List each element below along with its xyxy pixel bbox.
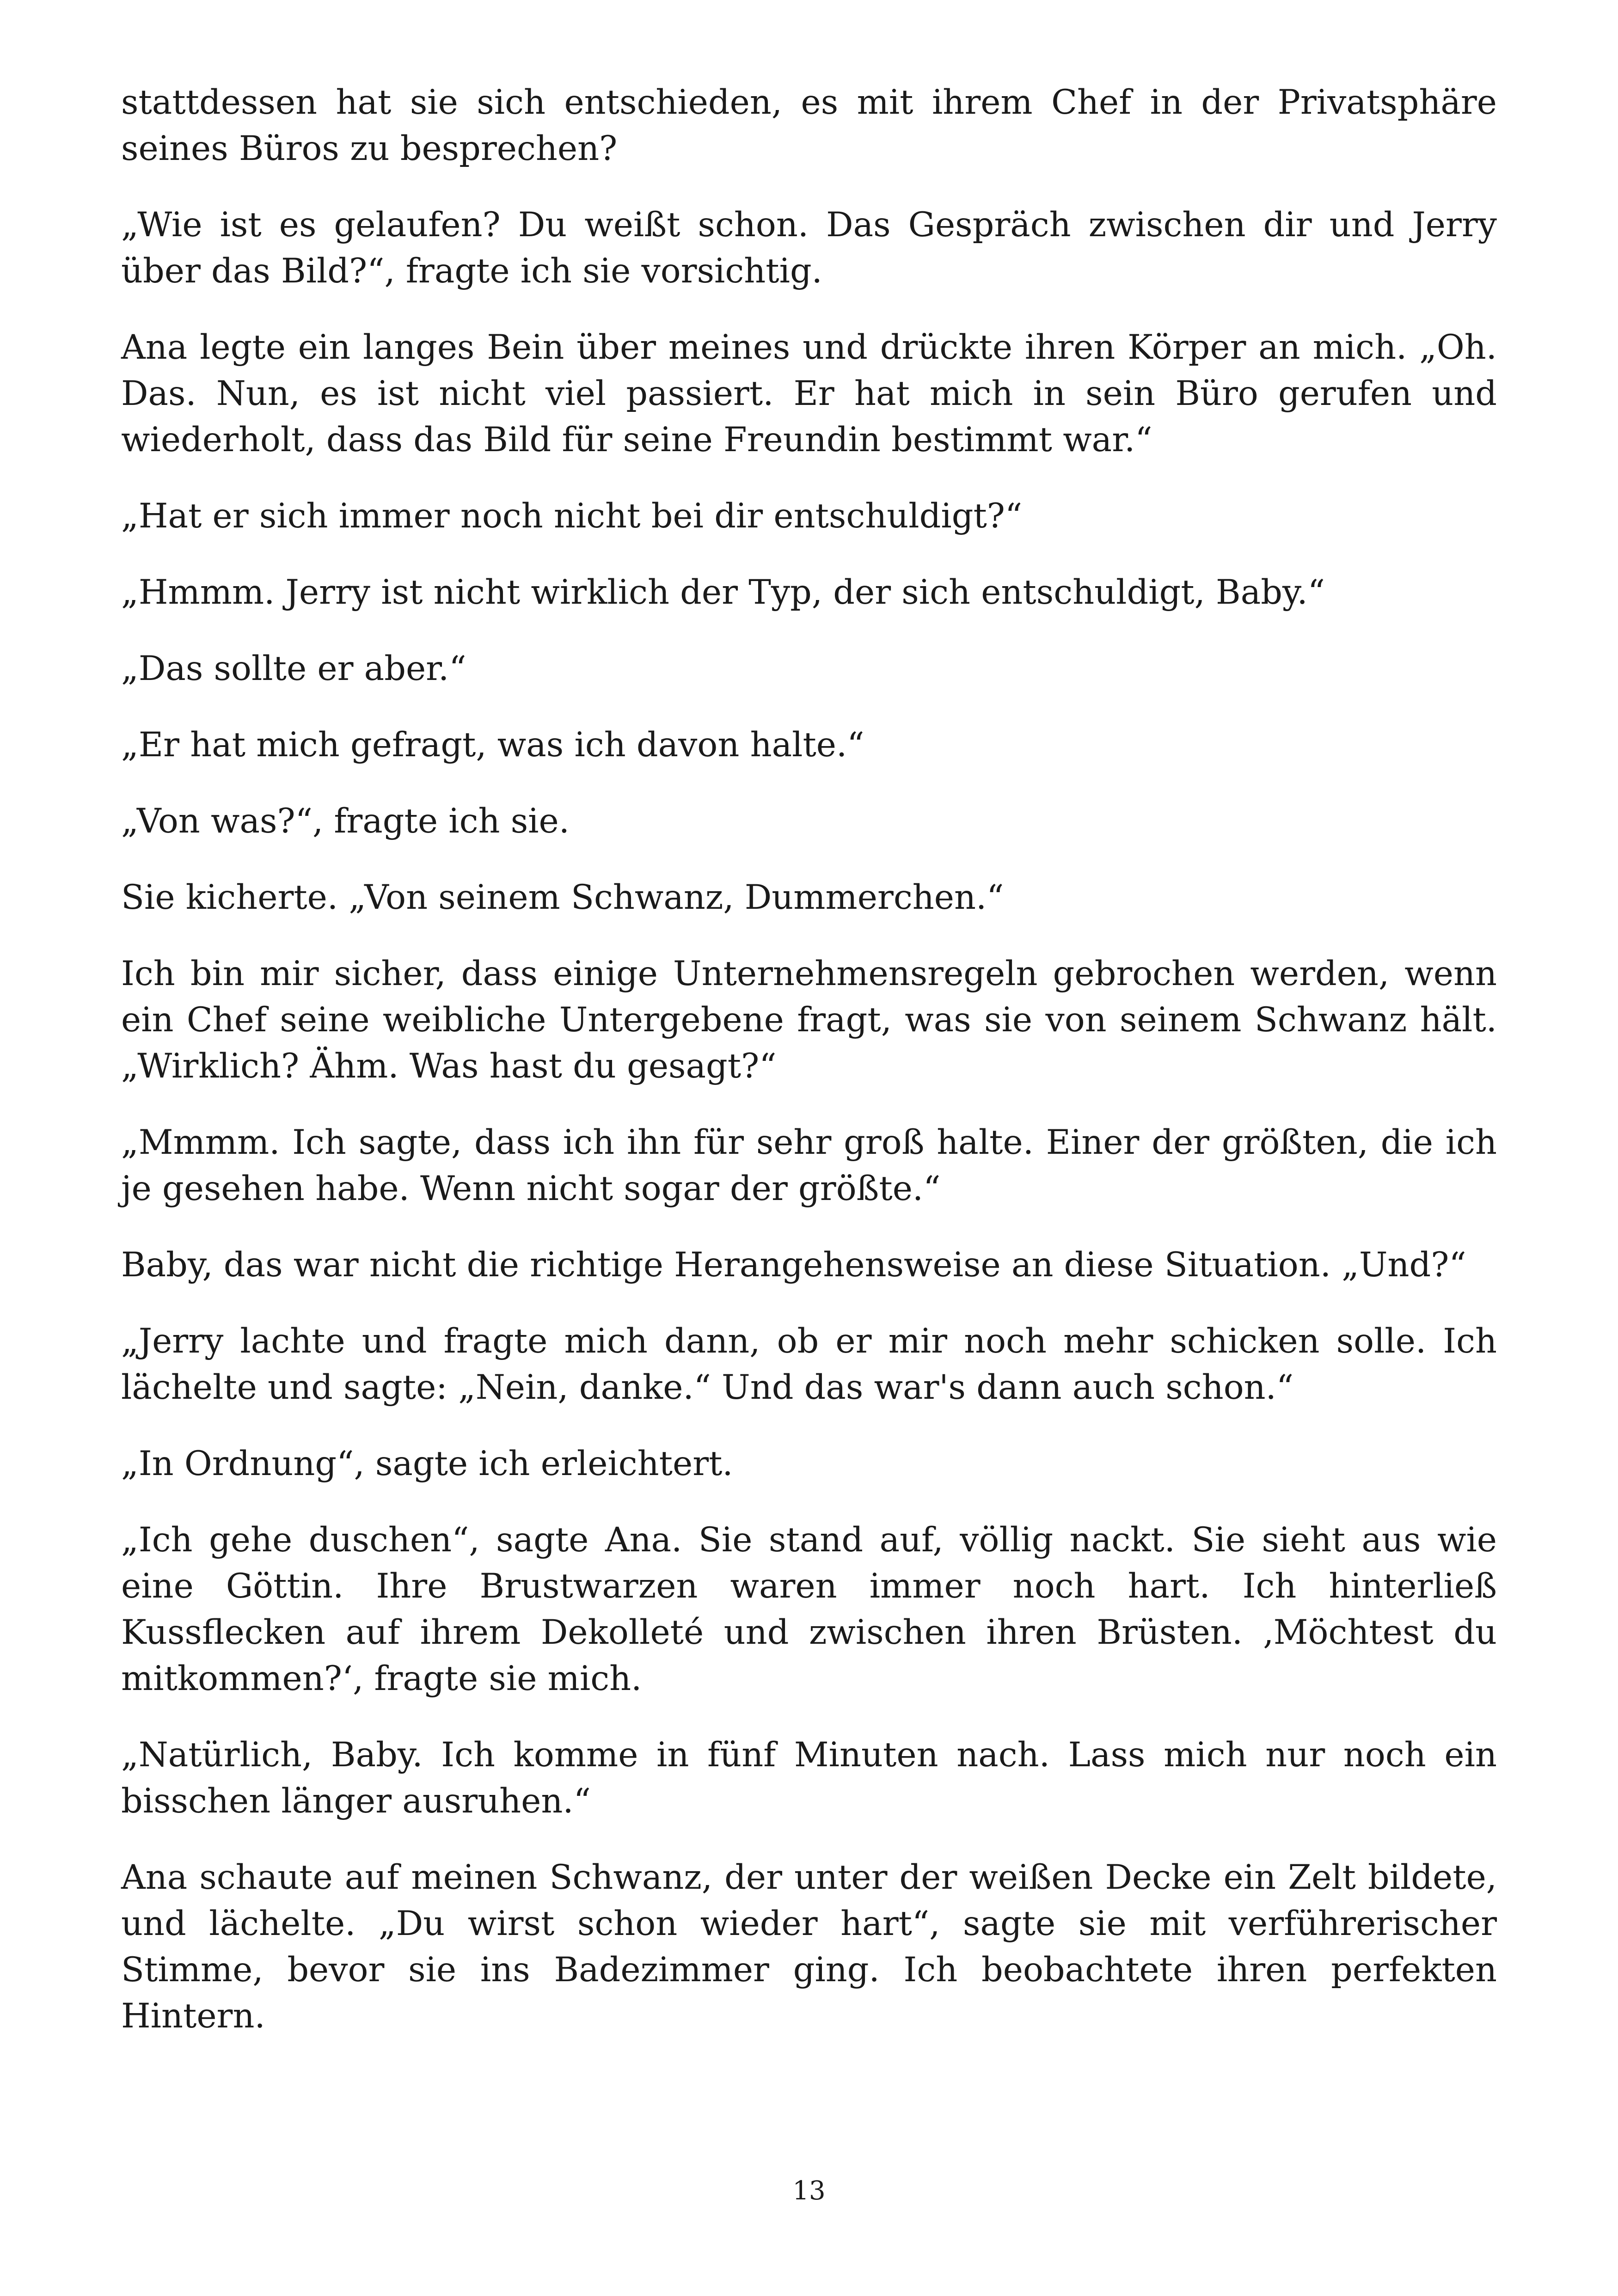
paragraph: „Hmmm. Jerry ist nicht wirklich der Typ, der sich entschuldigt, Baby.“ bbox=[121, 573, 1325, 612]
paragraph: Ana schaute auf meinen Schwanz, der unter der weißen Decke ein Zelt bildete, und lächelte. „Du wirst schon wieder hart“, sagte sie mit verführerischer Stimme, bevor sie ins Badezimmer ging. Ich beobachtete ihren perfekten Hintern. bbox=[121, 1858, 1497, 2036]
paragraph: „In Ordnung“, sagte ich erleichtert. bbox=[121, 1444, 733, 1483]
paragraph: „Von was?“, fragte ich sie. bbox=[121, 802, 570, 841]
paragraph: „Das sollte er aber.“ bbox=[121, 649, 466, 688]
paragraph: „Mmmm. Ich sagte, dass ich ihn für sehr groß halte. Einer der größten, die ich je gesehen habe. Wenn nicht sogar der größte.“ bbox=[121, 1123, 1497, 1208]
paragraph: „Natürlich, Baby. Ich komme in fünf Minuten nach. Lass mich nur noch ein bisschen länger ausruhen.“ bbox=[121, 1735, 1497, 1821]
paragraph: Sie kicherte. „Von seinem Schwanz, Dummerchen.“ bbox=[121, 878, 1004, 917]
body-text bbox=[121, 80, 1497, 2069]
paragraph: „Hat er sich immer noch nicht bei dir entschuldigt?“ bbox=[121, 496, 1023, 536]
paragraph: „Wie ist es gelaufen? Du weißt schon. Das Gespräch zwischen dir und Jerry über das Bild?“, fragte ich sie vorsichtig. bbox=[121, 205, 1497, 291]
paragraph: Baby, das war nicht die richtige Herangehensweise an diese Situation. „Und?“ bbox=[121, 1245, 1466, 1285]
paragraph: „Jerry lachte und fragte mich dann, ob er mir noch mehr schicken solle. Ich lächelte und sagte: „Nein, danke.“ Und das war's dann auch schon.“ bbox=[121, 1322, 1497, 1407]
paragraph: Ich bin mir sicher, dass einige Unternehmensregeln gebrochen werden, wenn ein Chef seine weibliche Untergebene fragt, was sie von seinem Schwanz hält. „Wirklich? Ähm. Was hast du gesagt?“ bbox=[121, 954, 1497, 1086]
paragraph: stattdessen hat sie sich entschieden, es mit ihrem Chef in der Privatsphäre seines Büros zu besprechen? bbox=[121, 83, 1497, 168]
page-number: 13 bbox=[792, 2176, 826, 2206]
paragraph: „Ich gehe duschen“, sagte Ana. Sie stand auf, völlig nackt. Sie sieht aus wie eine Göttin. Ihre Brustwarzen waren immer noch hart. Ich hinterließ Kussflecken auf ihrem Dekolleté und zwischen ihren Brüsten. ‚Möchtest du mitkommen?‘, fragte sie mich. bbox=[121, 1520, 1497, 1698]
paragraph: Ana legte ein langes Bein über meines und drückte ihren Körper an mich. „Oh. Das. Nun, es ist nicht viel passiert. Er hat mich in sein Büro gerufen und wiederholt, dass das Bild für seine Freundin bestimmt war.“ bbox=[121, 328, 1497, 459]
paragraph: „Er hat mich gefragt, was ich davon halte.“ bbox=[121, 725, 864, 765]
